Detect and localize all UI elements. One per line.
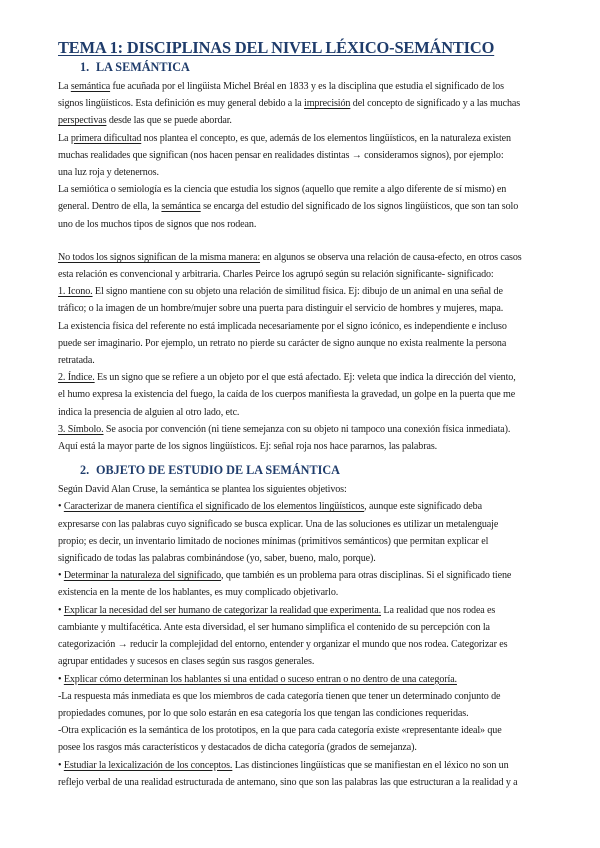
text-line [58, 300, 542, 317]
text-run: Las distinciones lingüísticas que se manifiestan en el léxico no son un [232, 759, 509, 771]
text-run: fue acuñada por el lingüista Michel Bréal en 1833 y es la disciplina que estudia el significado de los [110, 81, 504, 92]
document-title: TEMA 1: DISCIPLINAS DEL NIVEL LÉXICO-SEMÁNTICO [58, 38, 495, 57]
text-run: Según David Alan Cruse, la semántica se plantea los siguientes objetivos: [58, 484, 347, 496]
text-run: indica la presencia de alguien al otro lado, etc. [58, 406, 240, 418]
text-line [58, 584, 542, 601]
text-run: desde las que se puede abordar. [106, 115, 232, 127]
text-run: • [58, 673, 64, 685]
text-run: La semiótica o semiología es la ciencia que estudia los signos (aquello que remite a algo diferente de sí mismo) en [58, 184, 507, 196]
text-run: • [58, 604, 64, 616]
text-run: muchas realidades que significan (nos hacen pensar en realidades distintas → consideramos signos), por ejemplo: [58, 149, 504, 161]
text-line [58, 352, 542, 369]
section-title: OBJETO DE ESTUDIO DE LA SEMÁNTICA [96, 463, 340, 478]
text-run: • [58, 759, 64, 771]
text-line [58, 438, 542, 455]
text-run: posee los rasgos más característicos y destacados de dicha categoría (grados de semejanza). [58, 742, 417, 754]
text-run: Es un signo que se refiere a un objeto por el que está afectado. Ej: veleta que indica la dirección del viento, [94, 372, 516, 384]
text-run: puede ser imaginario. Por ejemplo, un retrato no pierde su carácter de signo aunque no exista realmente la persona [58, 337, 507, 349]
text-run: El signo mantiene con su objeto una relación de similitud física. Ej: dibujo de un animal en una señal de [92, 286, 503, 298]
text-run: el humo expresa la existencia del fuego, la caída de los cuerpos manifiesta la gravedad, un golpe en la puerta que me [58, 389, 516, 401]
text-line [58, 130, 542, 147]
underlined-term: Estudiar la lexicalización de los conceptos. [63, 759, 233, 771]
text-run: del concepto de significado y a las muchas [350, 98, 521, 110]
text-run: Se asocia por convención (ni tiene semejanza con su objeto ni tampoco una conexión física inmediata). [103, 423, 511, 435]
text-run: La realidad que nos rodea es [381, 604, 496, 616]
text-run: -La respuesta más inmediata es que los miembros de cada categoría tienen que tener un determinado conjunto de [58, 690, 501, 702]
text-line [58, 181, 542, 198]
section-1-body [58, 78, 542, 455]
text-line [58, 602, 542, 619]
text-run: , aunque este significado deba [364, 501, 482, 513]
text-line [58, 688, 542, 705]
text-run: una luz roja y detenernos. [58, 167, 159, 179]
text-line [58, 249, 542, 266]
text-line [58, 95, 542, 112]
underlined-term: perspectivas [58, 115, 107, 127]
text-run: propiedades comunes, por lo que solo estarán en esa categoría los que tengan las condiciones requeridas. [58, 707, 469, 719]
underlined-term: No todos los signos significan de la misma manera: [58, 251, 261, 263]
text-run: agrupar entidades y sucesos en clases según sus rasgos generales. [58, 656, 315, 668]
underlined-term: 2. Índice. [58, 372, 95, 384]
text-line [58, 386, 542, 403]
text-run: existencia en la mente de los hablantes, es muy complicado objetivarlo. [58, 587, 339, 599]
underlined-term: primera dificultad [70, 132, 142, 144]
underlined-term: Explicar la necesidad del ser humano de categorizar la realidad que experimenta. [63, 604, 381, 616]
text-line [58, 369, 542, 386]
text-run: nos plantea el concepto, es que, además de los elementos lingüísticos, en la naturaleza existen [141, 132, 511, 144]
underlined-term: semántica [70, 81, 111, 92]
text-line [58, 774, 542, 791]
text-line [58, 722, 542, 739]
text-line [58, 78, 542, 95]
section-2-body [58, 481, 542, 791]
text-line [58, 757, 542, 774]
underlined-term: Caracterizar de manera científica el significado de los elementos lingüísticos [63, 501, 365, 513]
text-run: general. Dentro de ella, la [58, 201, 162, 213]
underlined-term: imprecisión [304, 98, 351, 110]
text-line [58, 421, 542, 438]
text-line [58, 653, 542, 670]
text-line [58, 671, 542, 688]
text-run: La [58, 81, 71, 92]
underlined-term: 1. Icono. [58, 286, 93, 298]
text-line [58, 498, 542, 515]
text-run: en algunos se observa una relación de causa-efecto, en otros casos [260, 251, 522, 263]
text-line [58, 198, 542, 215]
text-line [58, 636, 542, 653]
text-line [58, 318, 542, 335]
text-line [58, 266, 542, 283]
text-run: propio; es decir, un inventario limitado de nociones mínimas (primitivos semánticos) que permitan explicar el [58, 535, 489, 547]
text-run: signos lingüísticos. Esta definición es muy general debido a la [58, 98, 305, 110]
text-line [58, 705, 542, 722]
text-run: La [58, 132, 71, 144]
text-line [58, 147, 542, 164]
text-run: tráfico; o la imagen de un hombre/mujer sobre una puerta para distinguir el servicio de hombres y mujeres, mapa. [58, 303, 504, 315]
text-line [58, 533, 542, 550]
text-run: retratada. [58, 355, 95, 367]
text-line [58, 481, 542, 498]
section-title: LA SEMÁNTICA [96, 60, 190, 74]
text-run: expresarse con las palabras cuyo significado se busca explicar. Una de las soluciones es utilizar un metalenguaje [58, 518, 499, 530]
text-run: , que también es un problema para otras disciplinas. Si el significado tiene [221, 570, 512, 582]
section-number: 2. [80, 463, 90, 478]
text-line [58, 404, 542, 421]
text-run: significado de todas las palabras combinándose (yo, saber, bueno, malo, porque). [58, 553, 376, 565]
section-heading-2 [80, 463, 542, 478]
text-line [58, 283, 542, 300]
section-heading-1 [80, 60, 542, 75]
text-run: se encarga del estudio del significado de los signos lingüísticos, que son tan solo [200, 201, 519, 213]
underlined-term: 3. Símbolo. [58, 423, 104, 435]
text-run: La existencia física del referente no está implicada necesariamente por el signo icónico, es independiente e incluso [58, 320, 507, 332]
text-line [58, 619, 542, 636]
text-run: cambiante y multifacética. Ante esta diversidad, el ser humano simplifica el contenido de su percepción con la [58, 621, 490, 633]
text-line [58, 112, 542, 129]
text-line [58, 550, 542, 567]
text-run: • [58, 570, 64, 582]
text-run: • [58, 501, 64, 513]
text-line [58, 216, 542, 233]
text-line [58, 335, 542, 352]
section-number: 1. [80, 60, 90, 74]
underlined-term: Determinar la naturaleza del significado [63, 570, 222, 582]
text-run: esta relación es convencional y arbitraria. Charles Peirce los agrupó según su relación significante- significado: [58, 269, 494, 281]
text-run: uno de los muchos tipos de signos que nos rodean. [58, 218, 257, 230]
text-run: Aquí está la mayor parte de los signos lingüísticos. Ej: señal roja nos hace pararnos, las palabras. [58, 441, 438, 453]
underlined-term: semántica [161, 201, 201, 213]
underlined-term: Explicar cómo determinan los hablantes si una entidad o suceso entran o no dentro de una categoría. [63, 673, 457, 685]
text-run: categorización → reducir la complejidad del entorno, entender y organizar el mundo que nos rodea. Categorizar es [58, 639, 508, 651]
text-run: -Otra explicación es la semántica de los prototipos, en la que para cada categoría existe «representante ideal» que [58, 725, 502, 737]
text-line [58, 739, 542, 756]
blank-line [58, 233, 542, 249]
text-line [58, 516, 542, 533]
text-line [58, 567, 542, 584]
text-line [58, 164, 542, 181]
text-run: reflejo verbal de una realidad estructurada de antemano, sino que son las palabras las que estructuran a la realidad y a [58, 776, 518, 788]
